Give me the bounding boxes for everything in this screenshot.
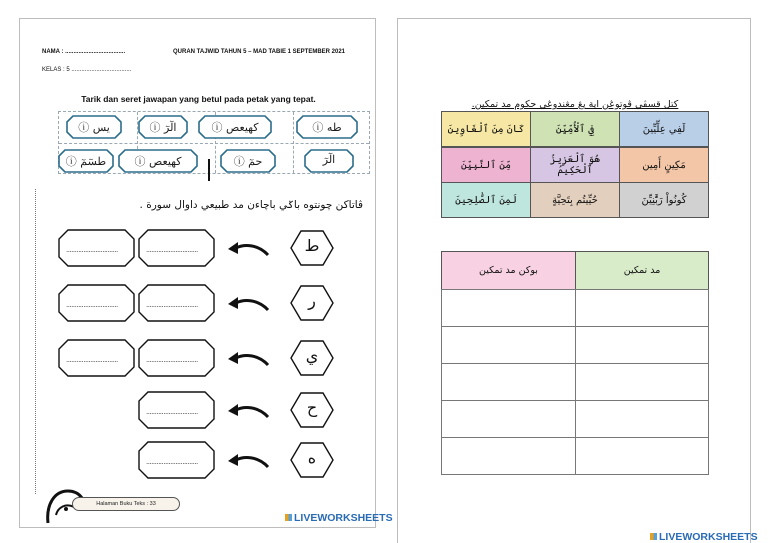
verse-phrase-tile[interactable]: كُونُواْ رَبَّٰنِيِّنَ — [619, 182, 709, 218]
arrow-left-icon — [226, 400, 270, 420]
letter-label: ر — [308, 291, 316, 310]
answer-placeholder: .............................. — [146, 301, 198, 309]
word-tile[interactable]: كهيعص ⓘ — [198, 115, 272, 139]
answer-placeholder: .............................. — [146, 408, 198, 416]
answer-placeholder: .............................. — [146, 246, 198, 254]
verse-phrase-tile[interactable]: مِّنَ ٱلنَّبِيِّنَ — [441, 147, 531, 183]
word-tile[interactable]: يس ⓘ — [66, 115, 122, 139]
answer-drop-box[interactable] — [58, 229, 135, 267]
answer-placeholder: .............................. — [66, 246, 118, 254]
letter-label: ح — [306, 398, 318, 417]
answer-placeholder: .............................. — [66, 356, 118, 364]
answer-table-cell[interactable] — [575, 437, 709, 475]
verse-phrase-tile[interactable]: فِي ٱلْأُمِّيِّنَ — [530, 111, 620, 147]
letter-hexagon — [290, 392, 334, 428]
arrow-left-icon — [226, 348, 270, 368]
verse-phrase-tile[interactable]: كَانَ مِنَ ٱلْغَاوِينَ — [441, 111, 531, 147]
letter-hexagon — [290, 340, 334, 376]
margin-dotted-line — [35, 189, 36, 494]
class-label: KELAS : 5 .................................... — [42, 67, 132, 73]
text-cursor — [208, 159, 210, 181]
answer-table-cell[interactable] — [575, 363, 709, 401]
verse-phrase-tile[interactable]: لَمِنَ ٱلصَّٰلِحِينَ — [441, 182, 531, 218]
letter-label: ي — [305, 346, 319, 365]
liveworksheets-logo: LIVEWORKSHEETS — [650, 531, 758, 543]
header-mad-tamkin: مد تمكين — [575, 251, 709, 290]
word-tile[interactable]: طه ⓘ — [296, 115, 358, 139]
right-worksheet — [397, 18, 758, 543]
answer-placeholder: .............................. — [146, 356, 198, 364]
answer-drop-box[interactable] — [138, 391, 215, 429]
answer-drop-box[interactable] — [138, 339, 215, 377]
header-not-mad-tamkin: بوكن مد تمكين — [441, 251, 576, 290]
letter-hexagon — [290, 442, 334, 478]
word-tile[interactable]: كهيعص ⓘ — [118, 149, 198, 173]
letter-label: ه — [307, 448, 317, 467]
instruction-text: Tarik dan seret jawapan yang betul pada petak yang tepat. — [81, 94, 316, 104]
answer-table-cell[interactable] — [441, 326, 576, 364]
verse-phrase-tile[interactable]: مَكِينٍ أَمِين — [619, 147, 709, 183]
answer-drop-box[interactable] — [138, 229, 215, 267]
arrow-left-icon — [226, 450, 270, 470]
worksheet-instruction: كتل قسڤي ڤوتوڠن اية يڠ مڠندوڠي حكوم مد تمكين. — [471, 99, 679, 110]
left-worksheet — [19, 18, 393, 528]
answer-table-cell[interactable] — [575, 326, 709, 364]
word-tile[interactable]: حمٓ ⓘ — [220, 149, 276, 173]
answer-table-cell[interactable] — [441, 400, 576, 438]
worksheet-title: QURAN TAJWID TAHUN 5 – MAD TABIE 1 SEPTEMBER 2021 — [173, 49, 346, 55]
liveworksheets-logo: LIVEWORKSHEETS — [285, 512, 393, 524]
word-tile[interactable]: طسٓمٓ ⓘ — [58, 149, 114, 173]
word-tile[interactable]: الٓرٓ ⓘ — [138, 115, 188, 139]
letter-hexagon — [290, 230, 334, 266]
letter-label: ط — [304, 236, 320, 255]
verse-phrase-tile[interactable]: حُيِّيتُم بِتَحِيَّةٍ — [530, 182, 620, 218]
answer-drop-box[interactable] — [58, 339, 135, 377]
letter-hexagon — [290, 285, 334, 321]
answer-table-cell[interactable] — [441, 363, 576, 401]
answer-table-cell[interactable] — [575, 400, 709, 438]
name-label: NAMA : .................................... — [42, 49, 126, 55]
answer-placeholder: .............................. — [146, 458, 198, 466]
answer-placeholder: .............................. — [66, 301, 118, 309]
answer-drop-box[interactable] — [138, 284, 215, 322]
answer-drop-box[interactable] — [58, 284, 135, 322]
arrow-left-icon — [226, 293, 270, 313]
word-tile[interactable]: الٓرٓ — [304, 149, 354, 173]
verse-phrase-tile[interactable]: لَفِي عِلِّيِّينَ — [619, 111, 709, 147]
question-text: ڤاتاكن چونتوه باݢي باچاءن مد طبيعي داوال سورة . — [139, 199, 363, 211]
verse-phrase-tile[interactable]: هُوَ ٱلْعَزِيزُ ٱلْحَكِيمُ — [530, 147, 620, 183]
answer-table-cell[interactable] — [575, 289, 709, 327]
answer-table-cell[interactable] — [441, 289, 576, 327]
textbook-page-reference: Halaman Buku Teks : 33 — [72, 497, 180, 511]
answer-drop-box[interactable] — [138, 441, 215, 479]
answer-table-cell[interactable] — [441, 437, 576, 475]
arrow-left-icon — [226, 238, 270, 258]
